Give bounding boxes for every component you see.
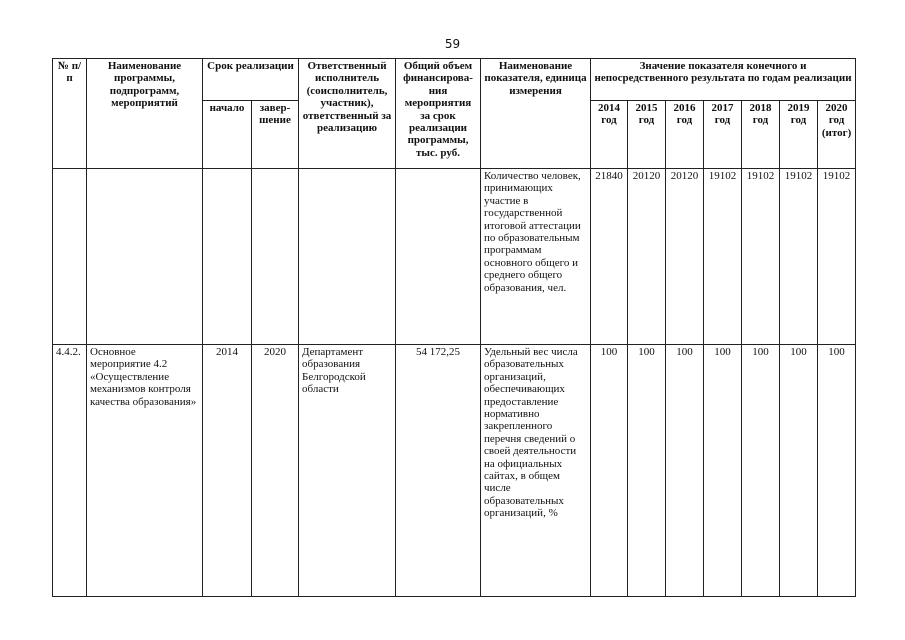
row-value: 100 (666, 345, 704, 597)
header-year: 2015 год (628, 101, 666, 169)
row-value: 21840 (591, 169, 628, 345)
row-num (53, 169, 87, 345)
row-value: 100 (780, 345, 818, 597)
row-start: 2014 (203, 345, 252, 597)
header-year: 2019 год (780, 101, 818, 169)
header-volume: Общий объем финансирова- ния мероприятия за срок реализации программы, тыс. руб. (396, 59, 481, 169)
program-table (52, 58, 856, 597)
header-year: 2016 год (666, 101, 704, 169)
row-start (203, 169, 252, 345)
table-row (53, 345, 856, 597)
header-year: 2017 год (704, 101, 742, 169)
row-end (252, 169, 299, 345)
row-indicator: Количество человек, принимающих участие в государственной итоговой аттестации по образовательным программам основного общего и среднего общего образования, чел. (481, 169, 591, 345)
page-number: 59 (444, 37, 461, 51)
header-executor: Ответственный исполнитель (соисполнитель, участник), ответственный за реализацию (299, 59, 396, 169)
header-year: 2020 год (итог) (818, 101, 856, 169)
header-indicator: Наименование показателя, единица измерения (481, 59, 591, 169)
row-value: 20120 (666, 169, 704, 345)
row-value: 19102 (780, 169, 818, 345)
header-term-start: начало (203, 101, 252, 169)
row-value: 19102 (818, 169, 856, 345)
row-executor (299, 169, 396, 345)
row-volume (396, 169, 481, 345)
row-value: 20120 (628, 169, 666, 345)
header-year: 2014 год (591, 101, 628, 169)
row-value: 19102 (704, 169, 742, 345)
row-value: 100 (628, 345, 666, 597)
header-term: Срок реализации (203, 59, 299, 101)
row-value: 19102 (742, 169, 780, 345)
row-end: 2020 (252, 345, 299, 597)
row-value: 100 (591, 345, 628, 597)
row-volume: 54 172,25 (396, 345, 481, 597)
row-name: Основное мероприятие 4.2 «Осуществление механизмов контроля качества образования» (87, 345, 203, 597)
header-term-end: завер- шение (252, 101, 299, 169)
header-year: 2018 год (742, 101, 780, 169)
row-num: 4.4.2. (53, 345, 87, 597)
row-value: 100 (742, 345, 780, 597)
header-num: № п/п (53, 59, 87, 169)
header-name: Наименование программы, подпрограмм, мероприятий (87, 59, 203, 169)
row-value: 100 (818, 345, 856, 597)
header-values-title: Значение показателя конечного и непосредственного результата по годам реализации (591, 59, 856, 101)
header-row-1 (53, 59, 856, 101)
row-value: 100 (704, 345, 742, 597)
row-indicator: Удельный вес числа образовательных организаций, обеспечивающих предоставление нормативно закрепленного перечня сведений о своей деятельности на официальных сайтах, в общем числе образовательных организаций, % (481, 345, 591, 597)
row-executor: Департамент образования Белгородской области (299, 345, 396, 597)
row-name (87, 169, 203, 345)
table-row (53, 169, 856, 345)
